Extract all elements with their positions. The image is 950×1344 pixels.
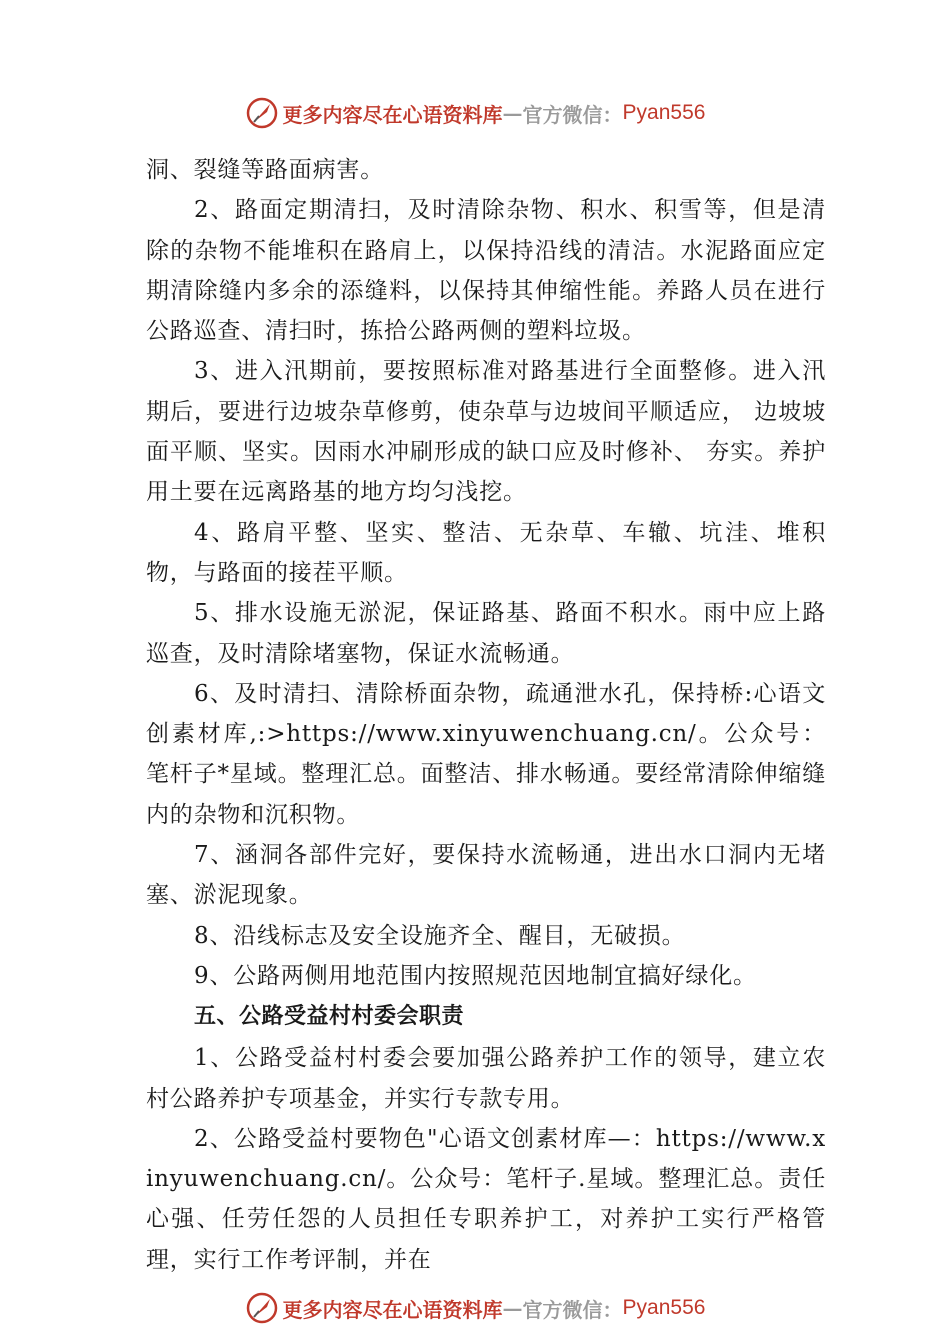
banner-dash: — (502, 101, 523, 125)
banner-wechat-id: Pyan556 (622, 101, 706, 124)
paragraph-item-6: 6、及时清扫、清除桥面杂物，疏通泄水孔，保持桥:心语文创素材库,:>https://www.xinyuwenchuang.cn/。公众号：笔杆子*星域。整理汇总。面整洁、排水畅通。要经常清除伸缩缝内的杂物和沉积物。 (146, 680, 826, 828)
paragraph-item-9: 9、公路两侧用地范围内按照规范因地制宜搞好绿化。 (194, 962, 757, 989)
paragraph-item-7: 7、涵洞各部件完好，要保持水流畅通，进出水口洞内无堵塞、淤泥现象。 (146, 842, 826, 909)
banner-site-text: 更多内容尽在心语资料库 (282, 1297, 503, 1322)
footer-watermark-banner (0, 1288, 950, 1328)
paragraph-item-2: 2、路面定期清扫，及时清除杂物、积水、积雪等，但是清除的杂物不能堆积在路肩上，以保持沿线的清洁。水泥路面应定期清除缝内多余的添缝料，以保持其伸缩性能。养路人员在进行公路巡查、清扫时，拣拾公路两侧的塑料垃圾。 (146, 197, 826, 345)
banner-site-text: 更多内容尽在心语资料库 (282, 102, 503, 127)
header-watermark-banner (0, 93, 950, 133)
banner-wechat-label: 官方微信： (522, 1297, 623, 1322)
banner-wechat-id: Pyan556 (622, 1296, 706, 1319)
banner-dash: — (502, 1296, 523, 1320)
banner-wechat-label: 官方微信： (522, 102, 623, 127)
paragraph-item-3: 3、进入汛期前，要按照标准对路基进行全面整修。进入汛期后，要进行边坡杂草修剪，使杂草与边坡间平顺适应， 边坡坡面平顺、坚实。因雨水冲刷形成的缺口应及时修补、 夯实。养护用土要在远离路基的地方均匀浅挖。 (146, 358, 826, 506)
paragraph-item-5: 5、排水设施无淤泥，保证路基、路面不积水。雨中应上路巡查，及时清除堵塞物，保证水流畅通。 (146, 600, 826, 667)
paragraph-section5-item-2: 2、公路受益村要物色"心语文创素材库—：https://www.xinyuwenchuang.cn/。公众号：笔杆子.星域。整理汇总。责任心强、任劳任怨的人员担任专职养护工，对养护工实行严格管理，实行工作考评制，并在 (146, 1125, 826, 1273)
paragraph-item-8: 8、沿线标志及安全设施齐全、醒目，无破损。 (194, 922, 686, 949)
paragraph-continuation: 洞、裂缝等路面病害。 (146, 157, 384, 183)
paragraph-item-4: 4、路肩平整、坚实、整洁、无杂草、车辙、坑洼、堆积物，与路面的接茬平顺。 (146, 519, 826, 586)
section-heading: 五、公路受益村村委会职责 (194, 1004, 465, 1030)
document-body (146, 150, 826, 1280)
paragraph-section5-item-1: 1、公路受益村村委会要加强公路养护工作的领导，建立农村公路养护专项基金，并实行专款专用。 (146, 1045, 826, 1112)
quill-logo-icon (245, 1291, 279, 1325)
quill-logo-icon (245, 96, 279, 130)
